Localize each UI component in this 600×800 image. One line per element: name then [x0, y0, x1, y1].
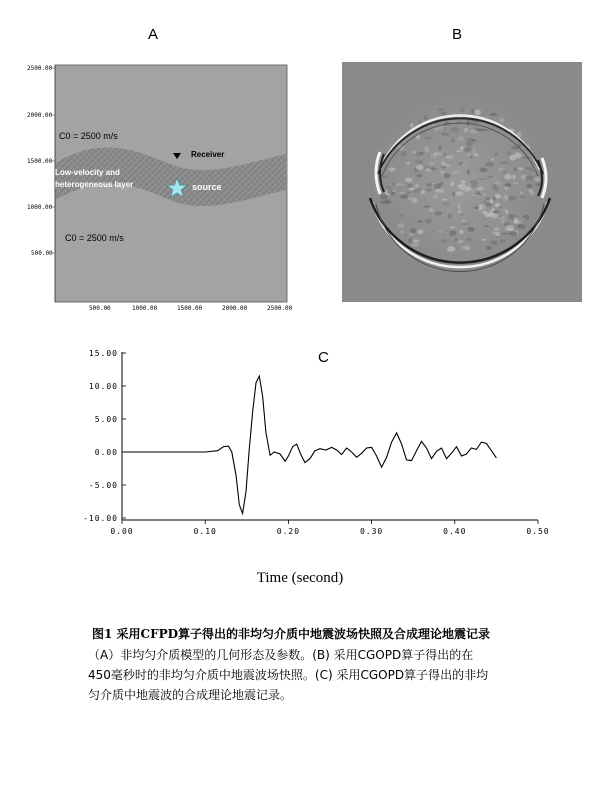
a-x-tick: 2000.00	[222, 305, 248, 310]
receiver-label: Receiver	[191, 150, 225, 159]
panel-a-label: A	[148, 26, 159, 43]
c-y-ticks	[83, 349, 126, 523]
layer-label-line2: heterogeneous layer	[55, 180, 134, 189]
a-x-tick: 1000.00	[132, 305, 158, 310]
c-x-tick-label: 0.00	[110, 527, 134, 536]
c-y-tick-label: 15.00	[88, 349, 118, 358]
a-x-tick: 2500.00	[267, 305, 293, 310]
c-y-tick-label: 10.00	[88, 382, 118, 391]
c-y-tick-label: 5.00	[94, 415, 118, 424]
caption-line: 450毫秒时的非均匀介质中地震波场快照。(C) 采用CGOPD算子得出的非均	[88, 668, 489, 682]
c-x-tick-label: 0.50	[526, 527, 550, 536]
a-y-tick: 1000.00	[27, 204, 53, 211]
c-x-tick-label: 0.30	[359, 527, 384, 536]
panel-b-label: B	[452, 26, 463, 43]
c-x-tick-label: 0.20	[276, 527, 301, 536]
panel-a-model	[25, 60, 295, 310]
panel-a-x-axis	[89, 305, 293, 310]
bottom-velocity-label: C0 = 2500 m/s	[65, 233, 124, 243]
figure-caption-body	[88, 645, 558, 705]
figure-caption-title: 图1 采用CFPD算子得出的非均匀介质中地震波场快照及合成理论地震记录	[92, 627, 491, 641]
x-axis-label: Time (second)	[256, 570, 344, 586]
caption-line: 匀介质中地震波的合成理论地震记录。	[88, 688, 293, 702]
c-y-tick-label: -5.00	[88, 481, 118, 490]
a-y-tick: 1500.00	[27, 158, 53, 165]
panel-a-y-axis	[27, 65, 55, 302]
c-y-tick-label: -10.00	[83, 514, 118, 523]
c-x-tick-label: 0.10	[193, 527, 217, 536]
panel-b-wavefield-snapshot	[342, 62, 582, 302]
top-velocity-label: C0 = 2500 m/s	[59, 131, 118, 141]
a-y-tick: 500.00	[31, 250, 53, 257]
panel-c-label: C	[318, 349, 329, 366]
c-x-ticks	[110, 520, 549, 536]
c-y-tick-label: 0.00	[94, 448, 118, 457]
seismogram-trace	[122, 376, 496, 513]
panel-c-seismogram-chart	[0, 340, 600, 540]
layer-label-line1: Low-velocity and	[55, 168, 120, 177]
caption-line: （A）非均匀介质模型的几何形态及参数。(B) 采用CGOPD算子得出的在	[88, 648, 474, 662]
a-x-tick: 1500.00	[177, 305, 203, 310]
a-x-tick: 500.00	[89, 305, 111, 310]
a-y-tick: 2500.00	[27, 65, 53, 72]
source-label: source	[192, 182, 222, 192]
c-x-tick-label: 0.40	[443, 527, 467, 536]
a-y-tick: 2000.00	[27, 112, 53, 119]
